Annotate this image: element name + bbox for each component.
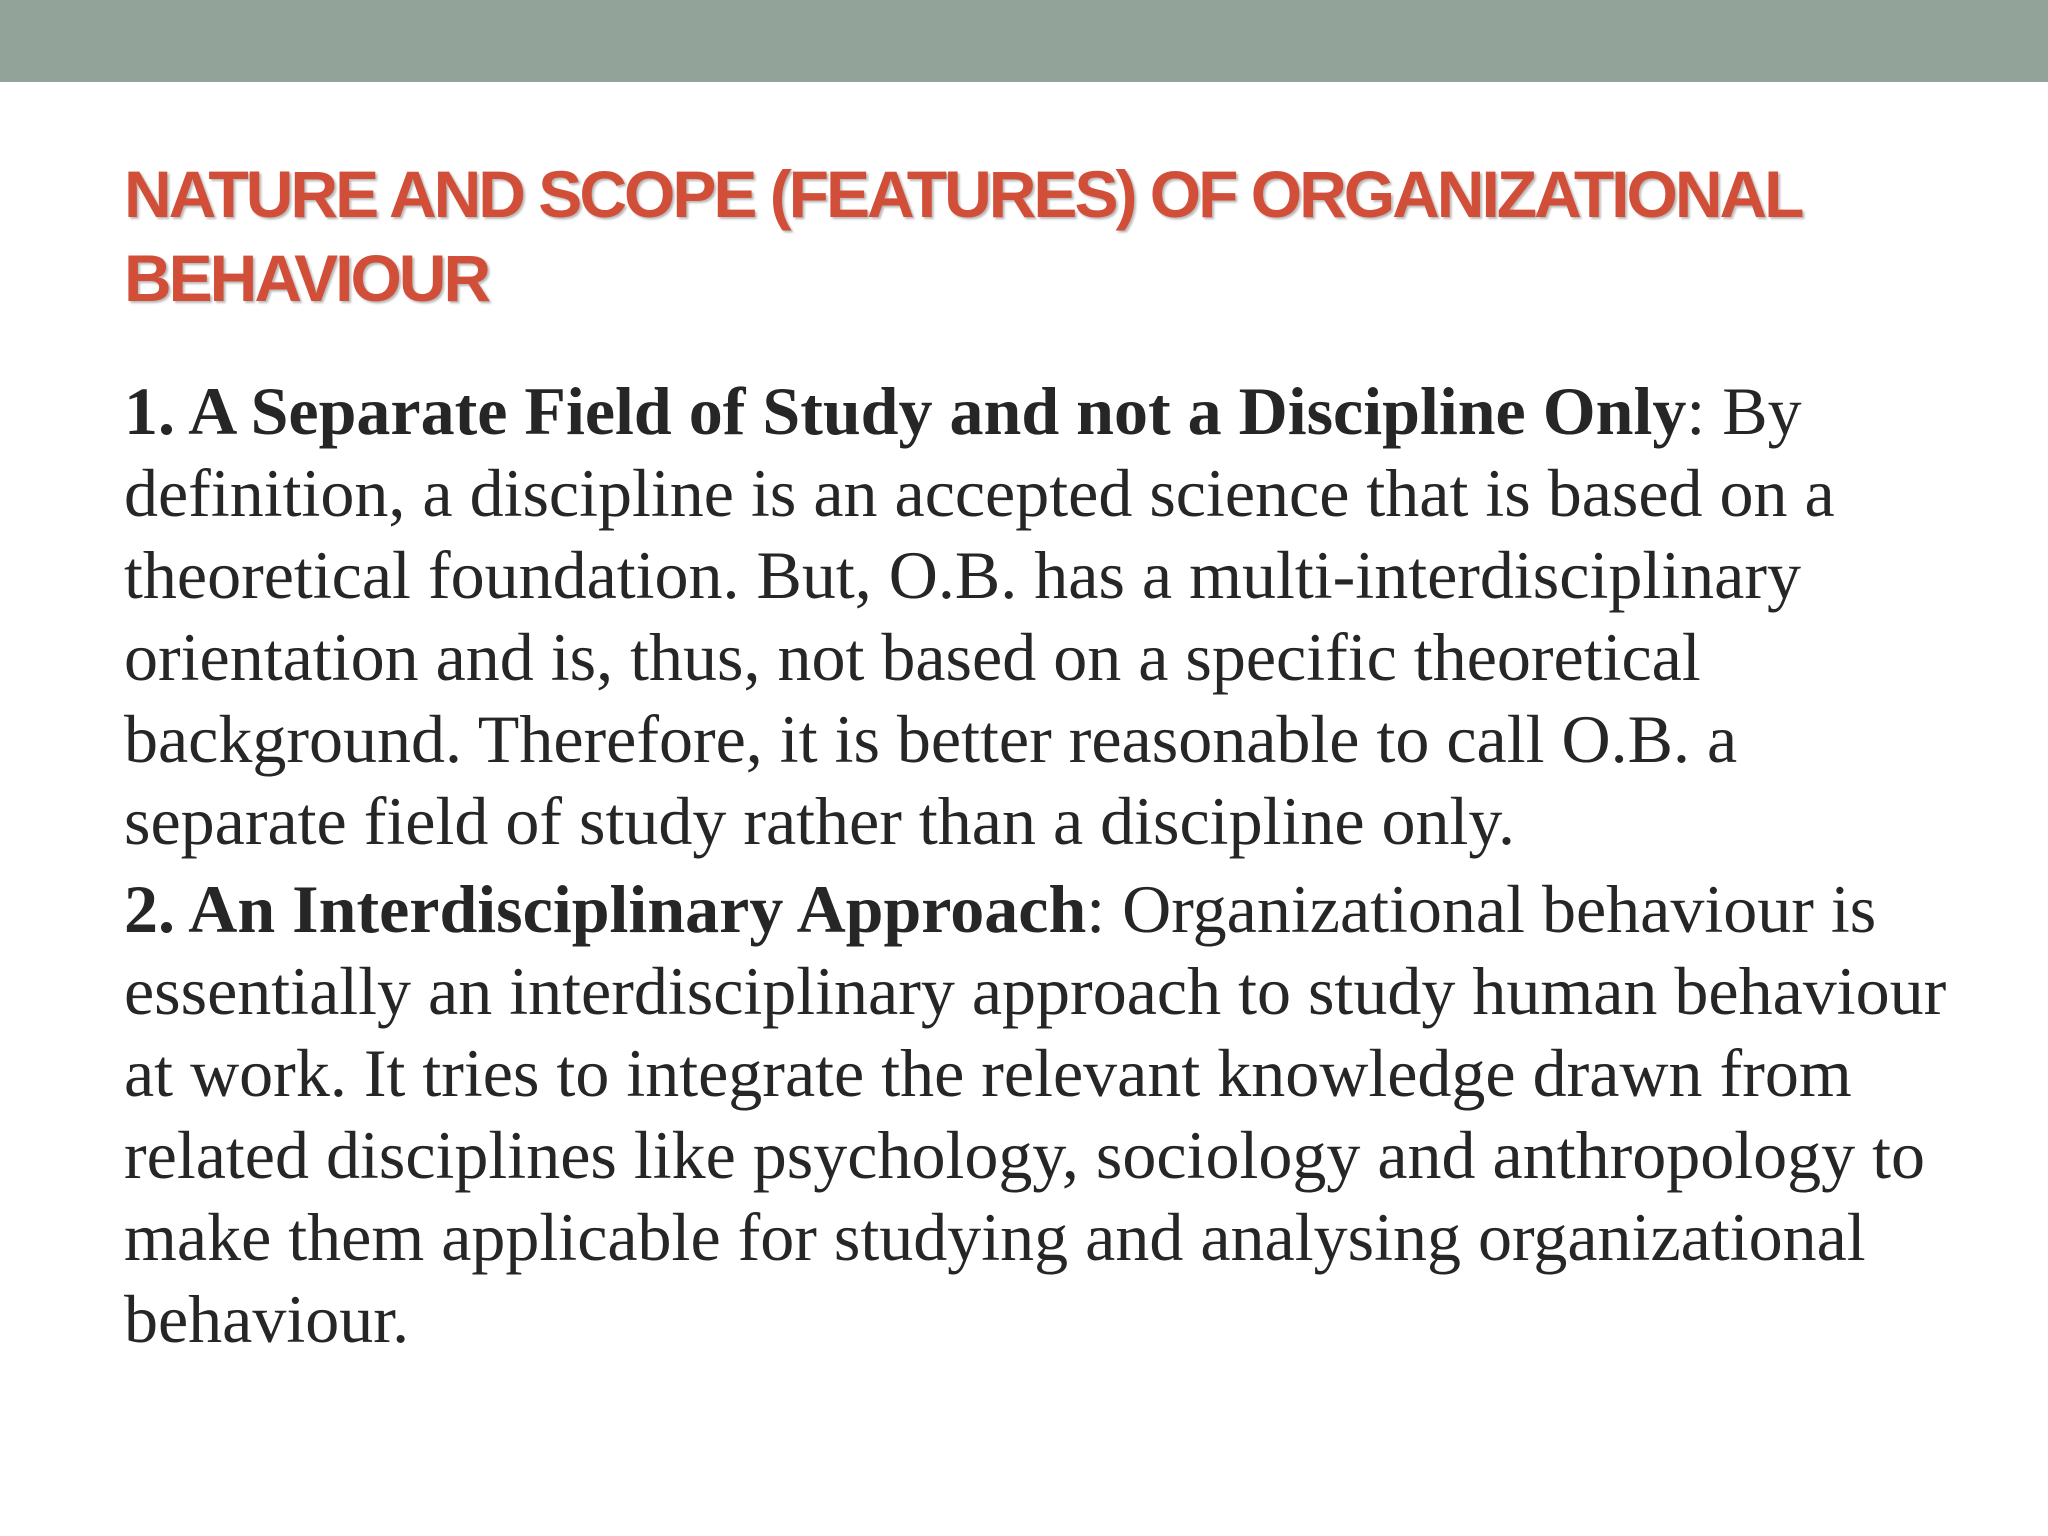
point-1 [124,370,1954,862]
slide-title: NATURE AND SCOPE (FEATURES) OF ORGANIZATIONAL BEHAVIOUR [124,157,1801,315]
point-2-heading: 2. An Interdisciplinary Approach [124,871,1087,947]
point-2 [124,868,1954,1360]
point-1-heading: 1. A Separate Field of Study and not a Discipline Only [124,373,1687,449]
top-band [0,0,2048,82]
point-1-text: : By definition, a discipline is an accepted science that is based on a theoretical foundation. But, O.B. has a multi-interdisciplinary orientation and is, thus, not based on a specific theoretical background. Therefore, it is better reasonable to call O.B. a separate field of study rather than a discipline only. [124,373,1835,859]
slide-body [124,370,1954,1366]
point-2-text: : Organizational behaviour is essentially an interdisciplinary approach to study human behaviour at work. It tries to integrate the relevant knowledge drawn from related disciplines like psychology, sociology and anthropology to make them applicable for studying and analysing organizational behaviour. [124,871,1947,1357]
